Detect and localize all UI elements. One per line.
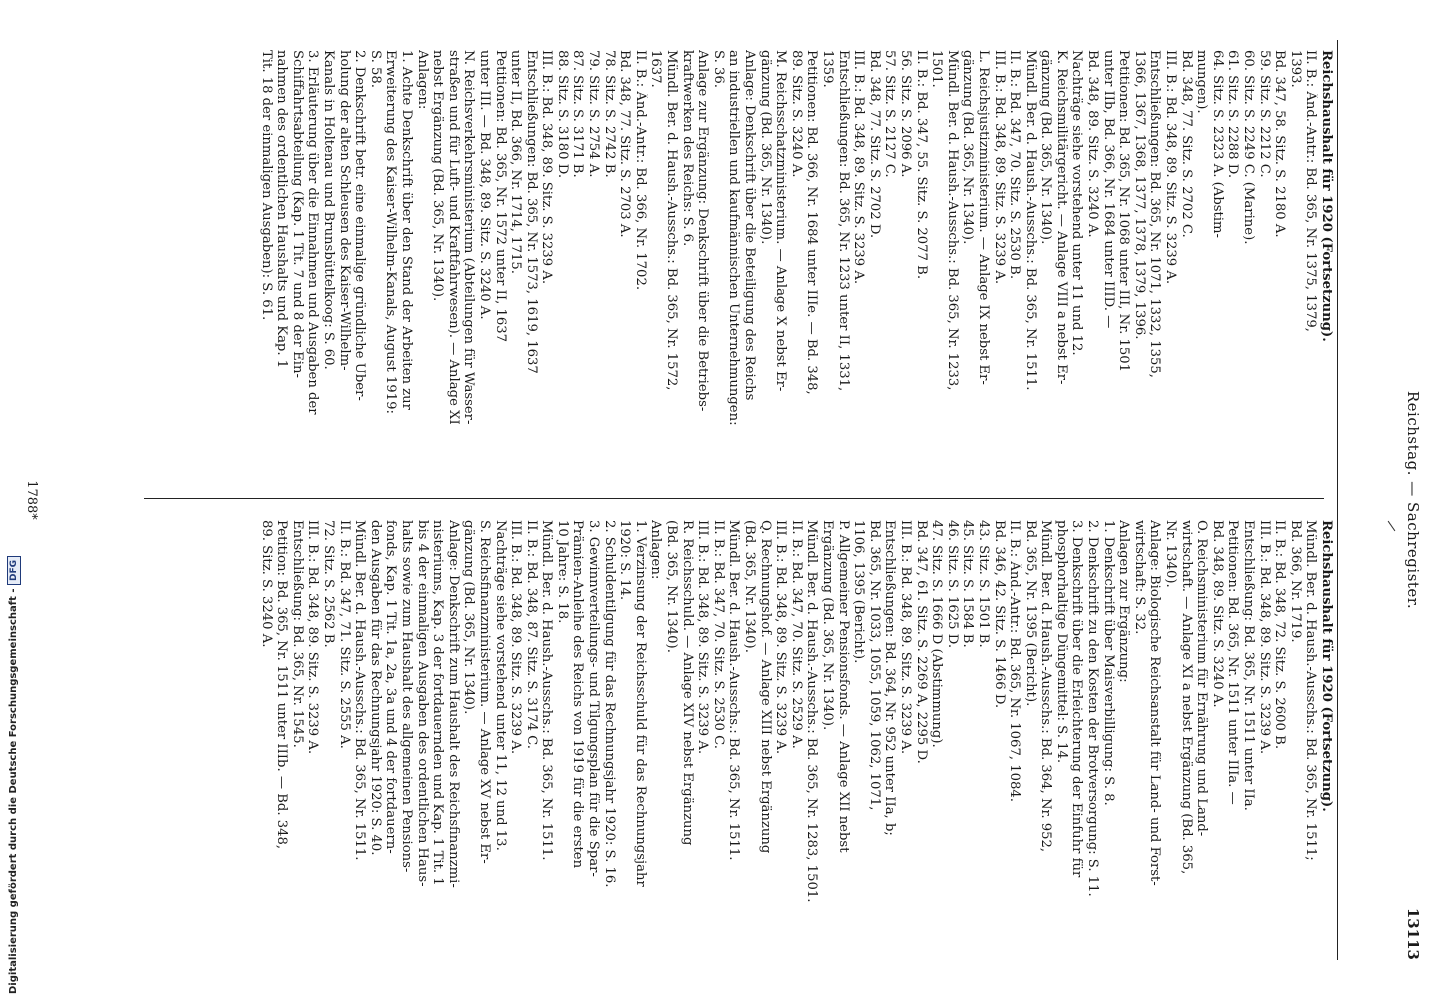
right-column-line: Mündl. Ber. d. Haush.-Ausschs.: Bd. 364, Nr. 952, — [1038, 520, 1054, 853]
left-column-line: straßen und für Luft- und Kraftfahrwesen). — Anlage XI — [445, 50, 461, 425]
left-column-line: N. Reichsverkehrsministerium (Abteilungen für Wasser- — [461, 50, 477, 425]
left-column-line: unter II, Bd. 366, Nr. 1714, 1715. — [508, 50, 524, 274]
left-column-line: II. B.: Bd. 347, 55. Sitz. S. 2077 B. — [913, 50, 929, 280]
left-column-line: gänzung (Bd. 365, Nr. 1340). — [1038, 50, 1054, 245]
right-column-line: 72. Sitz. S. 2562 B. — [321, 520, 336, 648]
right-column-line: Bd. 365, Nr. 1033, 1055, 1059, 1062, 1071, — [866, 520, 882, 811]
right-column-line: 2. Denkschrift zu den Kosten der Brotversorgung: S. 11. — [1085, 520, 1101, 897]
right-column-line: II. B.: Bd. 347, 70. Sitz. S. 2529 A. — [788, 520, 804, 749]
right-column-line: Bd. 346, 42. Sitz. S. 1466 D. — [991, 520, 1007, 709]
right-column-line: phosphorhaltige Düngemittel: S. 14. — [1053, 520, 1069, 764]
right-column-line: Bd. 347, 61. Sitz. S. 2269 A, 2295 D. — [913, 520, 929, 764]
right-column-line: Anlage: Denkschrift zum Haushalt des Reichsfinanzmi- — [445, 520, 461, 888]
left-column-line: 87. Sitz. S. 3171 B. — [570, 50, 586, 178]
right-column-line: II. B.: Änd.-Antr.: Bd. 365, Nr. 1067, 1084. — [1007, 520, 1023, 802]
left-column-line: 1393. — [1287, 50, 1303, 88]
right-column-line: halts sowie zum Haushalt des allgemeinen Pensions- — [398, 520, 414, 873]
right-column-line: Mündl. Ber. d. Haush.-Ausschs.: Bd. 365, Nr. 1511. — [726, 520, 742, 861]
left-column-line: Petitionen: Bd. 366, Nr. 1684 unter IIIe. — Bd. 348, — [804, 50, 820, 395]
left-column-line: 61. Sitz. S. 2288 D. — [1225, 50, 1241, 179]
left-column-line: S. 58. — [367, 50, 383, 88]
left-column-line: Mündl. Ber. d. Haush.-Ausschs.: Bd. 365, Nr. 1233, — [944, 50, 960, 391]
column-divider — [144, 498, 1324, 499]
right-column-line: Bd. 365, Nr. 1395 (Bericht). — [1022, 520, 1038, 707]
right-column-line: 3. Denkschrift über die Erleichterung der Einfuhr für — [1069, 520, 1085, 878]
right-column-line: nisteriums, Kap. 3 der fortdauernden und Kap. 1 Tit. 1 — [430, 520, 446, 886]
left-column-line: Bd. 348, 77. Sitz. S. 2702 C. — [1178, 50, 1194, 238]
right-column-line: Anlagen: — [648, 520, 664, 580]
left-column-line: Bd. 348, 77. Sitz. S. 2702 D. — [866, 50, 882, 239]
right-column-line: 2. Schuldentilgung für das Rechnungsjahr 1920: S. 16. — [601, 520, 617, 888]
left-column-line: III. B.: Bd. 348, 89. Sitz. S. 3239 A. — [1163, 50, 1179, 285]
right-column-line: Petitionen: Bd. 365, Nr. 1511 unter IIIa. — — [1225, 520, 1241, 805]
left-column-line: M. Reichsschatzministerium. — Anlage X nebst Er- — [773, 50, 789, 392]
right-column-line: Petition: Bd. 365, Nr. 1511 unter IIIb. — Bd. 348, — [274, 520, 290, 850]
left-column-line: II. B.: Änd.-Antr.: Bd. 365, Nr. 1375, 1379, — [1303, 50, 1319, 332]
right-column-line: gänzung (Bd. 365, Nr. 1340). — [461, 520, 477, 715]
right-column-line: 1. Denkschrift über Maisverbilligung: S. 8. — [1100, 520, 1116, 806]
right-column-line: Ergänzung (Bd. 365, Nr. 1340). — [820, 520, 835, 731]
left-column-line: II. B.: Bd. 347, 70. Sitz. S. 2530 B. — [1007, 50, 1023, 280]
left-column-line: III. B.: Bd. 348, 89. Sitz. S. 3239 A. — [851, 50, 867, 285]
left-column-line: Mündl. Ber. d. Haush.-Ausschs.: Bd. 365, Nr. 1572, — [664, 50, 680, 391]
left-column-line: mungen). — [1194, 50, 1210, 114]
left-column-line: Entschließungen: Bd. 365, Nr. 1573, 1619, 1637 — [523, 50, 539, 374]
running-title: Reichstag. — Sachregister. — [1404, 390, 1422, 610]
right-column-line: 43. Sitz. S. 1501 B. — [975, 520, 991, 648]
left-column-line: 56. Sitz. S. 2096 A. — [897, 50, 913, 178]
left-column-line: 88. Sitz. S. 3180 D. — [554, 50, 570, 179]
right-column-line: Entschließungen: Bd. 364, Nr. 952 unter IIa, b; — [882, 520, 898, 836]
right-column-line: Reichshaushalt für 1920 (Fortsetzung). — [1319, 520, 1334, 812]
right-column-line: P. Allgemeiner Pensionsfonds. — Anlage XII nebst — [835, 520, 851, 853]
left-column-line: Anlage zur Ergänzung: Denkschrift über die Betriebs- — [695, 50, 711, 412]
left-column-line: Anlage: Denkschrift über die Beteiligung des Reichs — [742, 50, 758, 401]
right-column-line: wirtschaft. — Anlage XI a nebst Ergänzung (Bd. 365, — [1178, 520, 1194, 875]
left-column-line: 57. Sitz. S. 2127 C. — [882, 50, 898, 178]
left-column-line: 60. Sitz. S. 2249 C. (Marine). — [1241, 50, 1257, 245]
right-column-line: III. B.: Bd. 348, 89. Sitz. S. 3239 A. — [695, 520, 711, 755]
right-column-line: Entschließung: Bd. 365, Nr. 1511 unter IIa. — [1241, 520, 1257, 811]
page-header — [1394, 40, 1422, 960]
left-column-line: gänzung (Bd. 365, Nr. 1340). — [757, 50, 773, 245]
right-text-column — [258, 520, 1334, 960]
left-column-line: 1637. — [648, 50, 664, 88]
left-column-line: Anlagen: — [414, 50, 430, 110]
left-column-line: Petitionen: Bd. 365, Nr. 1572 unter II, 1637 — [492, 50, 508, 343]
dfg-logo: DFG — [7, 556, 21, 585]
right-column-line: Mündl. Ber. d. Haush.-Ausschs.: Bd. 365, Nr. 1511; — [1303, 520, 1319, 861]
right-column-line: Mündl. Ber. d. Haush.-Ausschs.: Bd. 365, Nr. 1283, 1501. — [804, 520, 820, 903]
right-column-line: 47. Sitz. S. 1666 D (Abstimmung). — [929, 520, 945, 748]
left-column-line: 64. Sitz. S. 2323 A. (Abstim- — [1209, 50, 1225, 239]
left-column-line: nahmen des ordentlichen Haushalts und Kap. 1 — [274, 50, 290, 369]
credit-label: Digitalisierung gefördert durch die Deutsche Forschungsgemeinschaft - — [8, 588, 19, 994]
left-column-line: Bd. 347, 58. Sitz. S. 2180 A. — [1272, 50, 1288, 238]
right-column-line: III. B.: Bd. 348, 89. Sitz. S. 3239 A. — [897, 520, 913, 755]
left-column-line: kraftwerken des Reichs: S. 6. — [679, 50, 695, 247]
left-column-line: unter III. — Bd. 348, 89. Sitz. S. 3240 A. — [476, 50, 492, 320]
left-column-line: Erweiterung des Kaiser-Wilhelm-Kanals, August 1919: — [383, 50, 399, 414]
right-column-line: III. B.: Bd. 348, 89. Sitz. S. 3239 A. — [773, 520, 789, 755]
right-column-line: 10 Jahre: S. 18. — [554, 520, 570, 624]
right-column-line: (Bd. 365, Nr. 1340). — [664, 520, 680, 653]
right-column-line: Anlagen zur Ergänzung: — [1116, 520, 1132, 683]
left-text-column — [258, 50, 1334, 490]
left-column-line: Tit. 18 der einmaligen Ausgaben): S. 61. — [258, 50, 274, 321]
left-column-line: III. B.: Bd. 348, 89. Sitz. S. 3239 A. — [539, 50, 555, 285]
left-column-line: Bd. 348, 77. Sitz. S. 2703 A. — [617, 50, 633, 238]
right-column-line: 1106, 1395 (Bericht). — [851, 520, 867, 664]
right-column-line: fonds, Kap. 1 Tit. 1a, 2a, 3a und 4 der fortdauern- — [383, 520, 399, 854]
page-footer-number: 1788* — [24, 480, 39, 520]
left-column-line: 1. Achte Denkschrift über den Stand der Arbeiten zur — [398, 50, 414, 410]
left-column-line: Nachträge siehe vorstehend unter 11 und 12. — [1069, 50, 1085, 356]
right-column-line: Anlage: Biologische Reichsanstalt für Land- und Forst- — [1147, 520, 1163, 886]
left-column-line: 2. Denkschrift betr. eine einmalige gründliche Über- — [352, 50, 368, 401]
right-column-line: Mündl. Ber. d. Haush.-Ausschs.: Bd. 365, Nr. 1511. — [352, 520, 368, 861]
right-column-line: 89. Sitz. S. 3240 A. — [258, 520, 274, 648]
left-column-line: Entschließungen: Bd. 365, Nr. 1233 unter II, 1331, — [835, 50, 851, 392]
right-column-line: Nachträge siehe vorstehend unter 11, 12 und 13. — [492, 520, 508, 851]
right-column-line: Prämien-Anleihe des Reichs von 1919 für die ersten — [570, 520, 586, 869]
header-rule — [1337, 40, 1338, 960]
left-column-line: Kanals in Holtenau und Brunsbüttelkoog: S. 60. — [321, 50, 336, 370]
right-column-line: II. B.: Bd. 347, 71. Sitz. S. 2555 A. — [336, 520, 352, 749]
left-column-line: an industriellen und kaufmännischen Unternehmungen: — [726, 50, 742, 426]
left-column-line: II. B.: Änd.-Antr.: Bd. 366, Nr. 1702. — [632, 50, 648, 291]
right-column-line: III. B.: Bd. 348, 89. Sitz. S. 3239 A. — [508, 520, 524, 755]
left-column-line: Petitionen: Bd. 365, Nr. 1068 unter III, Nr. 1501 — [1116, 50, 1132, 373]
right-column-line: III. B.: Bd. 348, 89. Sitz. S. 3239 A. — [305, 520, 321, 755]
left-column-line: 59. Sitz. S. 2212 C. — [1256, 50, 1272, 178]
page-number: 13113 — [1404, 907, 1422, 960]
right-column-line: Bd. 366, Nr. 1719. — [1287, 520, 1303, 643]
left-column-line: 79. Sitz. S. 2754 A. — [586, 50, 602, 178]
left-column-line: K. Reichsmilitärgericht. — Anlage VIII a nebst Er- — [1053, 50, 1069, 385]
left-column-line: unter IIb, Bd. 366, Nr. 1684 unter IIID. — — [1100, 50, 1116, 329]
left-column-line: nebst Ergänzung (Bd. 365, Nr. 1340). — [430, 50, 446, 302]
right-column-line: Nr. 1340). — [1163, 520, 1179, 588]
left-column-line: Schiffahrtsabteilung (Kap. 1 Tit. 7 und 8 der Ein- — [289, 50, 305, 378]
right-column-line: 3. Gewinnverteilungs- und Tilgungsplan für die Spar- — [586, 520, 602, 877]
right-column-line: R. Reichsschuld. — Anlage XIV nebst Ergänzung — [679, 520, 695, 846]
right-column-line: 46. Sitz. S. 1625 D. — [944, 520, 960, 649]
right-column-line: (Bd. 365, Nr. 1340). — [742, 520, 758, 653]
right-column-line: III. B.: Bd. 348, 89. Sitz. S. 3239 A. — [1256, 520, 1272, 755]
left-column-line: holung der alten Schleusen des Kaiser-Wilhelm- — [336, 50, 352, 371]
left-column-line: Mündl. Ber. d. Haush.-Ausschs.: Bd. 365, Nr. 1511. — [1022, 50, 1038, 391]
right-column-line: bis 4 der einmaligen Ausgaben des ordentlichen Haus- — [414, 520, 430, 887]
left-column-line: Bd. 348, 89. Sitz. S. 3240 A. — [1085, 50, 1101, 238]
right-column-line: II. B.: Bd. 348, 72. Sitz. S. 2600 B. — [1272, 520, 1288, 750]
right-column-line: Bd. 348, 89. Sitz. S. 3240 A. — [1209, 520, 1225, 708]
left-column-line: gänzung (Bd. 365, Nr. 1340). — [960, 50, 976, 245]
left-column-line: S. 36. — [710, 50, 726, 88]
right-column-line: den Ausgaben für das Rechnungsjahr 1920: S. 40. — [367, 520, 383, 856]
left-column-line: Entschließungen: Bd. 365, Nr. 1071, 1332, 1355, — [1147, 50, 1163, 378]
right-column-line: wirtschaft: S. 32. — [1131, 520, 1147, 635]
right-column-line: 1920: S. 14. — [617, 520, 633, 601]
left-column-line: 1501. — [929, 50, 945, 88]
left-column-line: 89. Sitz. S. 3240 A. — [788, 50, 804, 178]
right-column-line: O. Reichsministerium für Ernährung und Land- — [1194, 520, 1210, 837]
right-column-line: Entschließung: Bd. 365, Nr. 1545. — [289, 520, 305, 748]
right-column-line: 1. Verzinsung der Reichsschuld für das Rechnungsjahr — [632, 520, 648, 887]
left-column-line: Reichshaushalt für 1920 (Fortsetzung). — [1319, 50, 1334, 342]
right-column-line: Q. Rechnungshof. — Anlage XIII nebst Ergänzung — [757, 520, 773, 854]
right-column-line: II. B.: Bd. 348, 87. Sitz. S. 3174 C. — [523, 520, 539, 749]
right-column-line: 45. Sitz. S. 1584 B. — [960, 520, 976, 648]
left-column-line: 1359. — [820, 50, 835, 88]
left-column-line: L. Reichsjustizministerium. — Anlage IX nebst Er- — [975, 50, 991, 385]
digitization-credit — [0, 0, 24, 1000]
left-column-line: 78. Sitz. S. 2742 B. — [601, 50, 617, 178]
credit-text-block — [4, 0, 24, 1000]
right-column-line: Mündl. Ber. d. Haush.-Ausschs.: Bd. 365, Nr. 1511. — [539, 520, 555, 861]
left-column-line: 3. Erläuterung über die Einnahmen und Ausgaben der — [305, 50, 321, 415]
left-column-line: 1366, 1367, 1368, 1377, 1378, 1379, 1396. — [1131, 50, 1147, 340]
right-column-line: II. B.: Bd. 347, 70. Sitz. S. 2530 C. — [710, 520, 726, 749]
right-column-line: S. Reichsfinanzministerium. — Anlage XV nebst Er- — [476, 520, 492, 864]
left-column-line: III. B.: Bd. 348, 89. Sitz. S. 3239 A. — [991, 50, 1007, 285]
